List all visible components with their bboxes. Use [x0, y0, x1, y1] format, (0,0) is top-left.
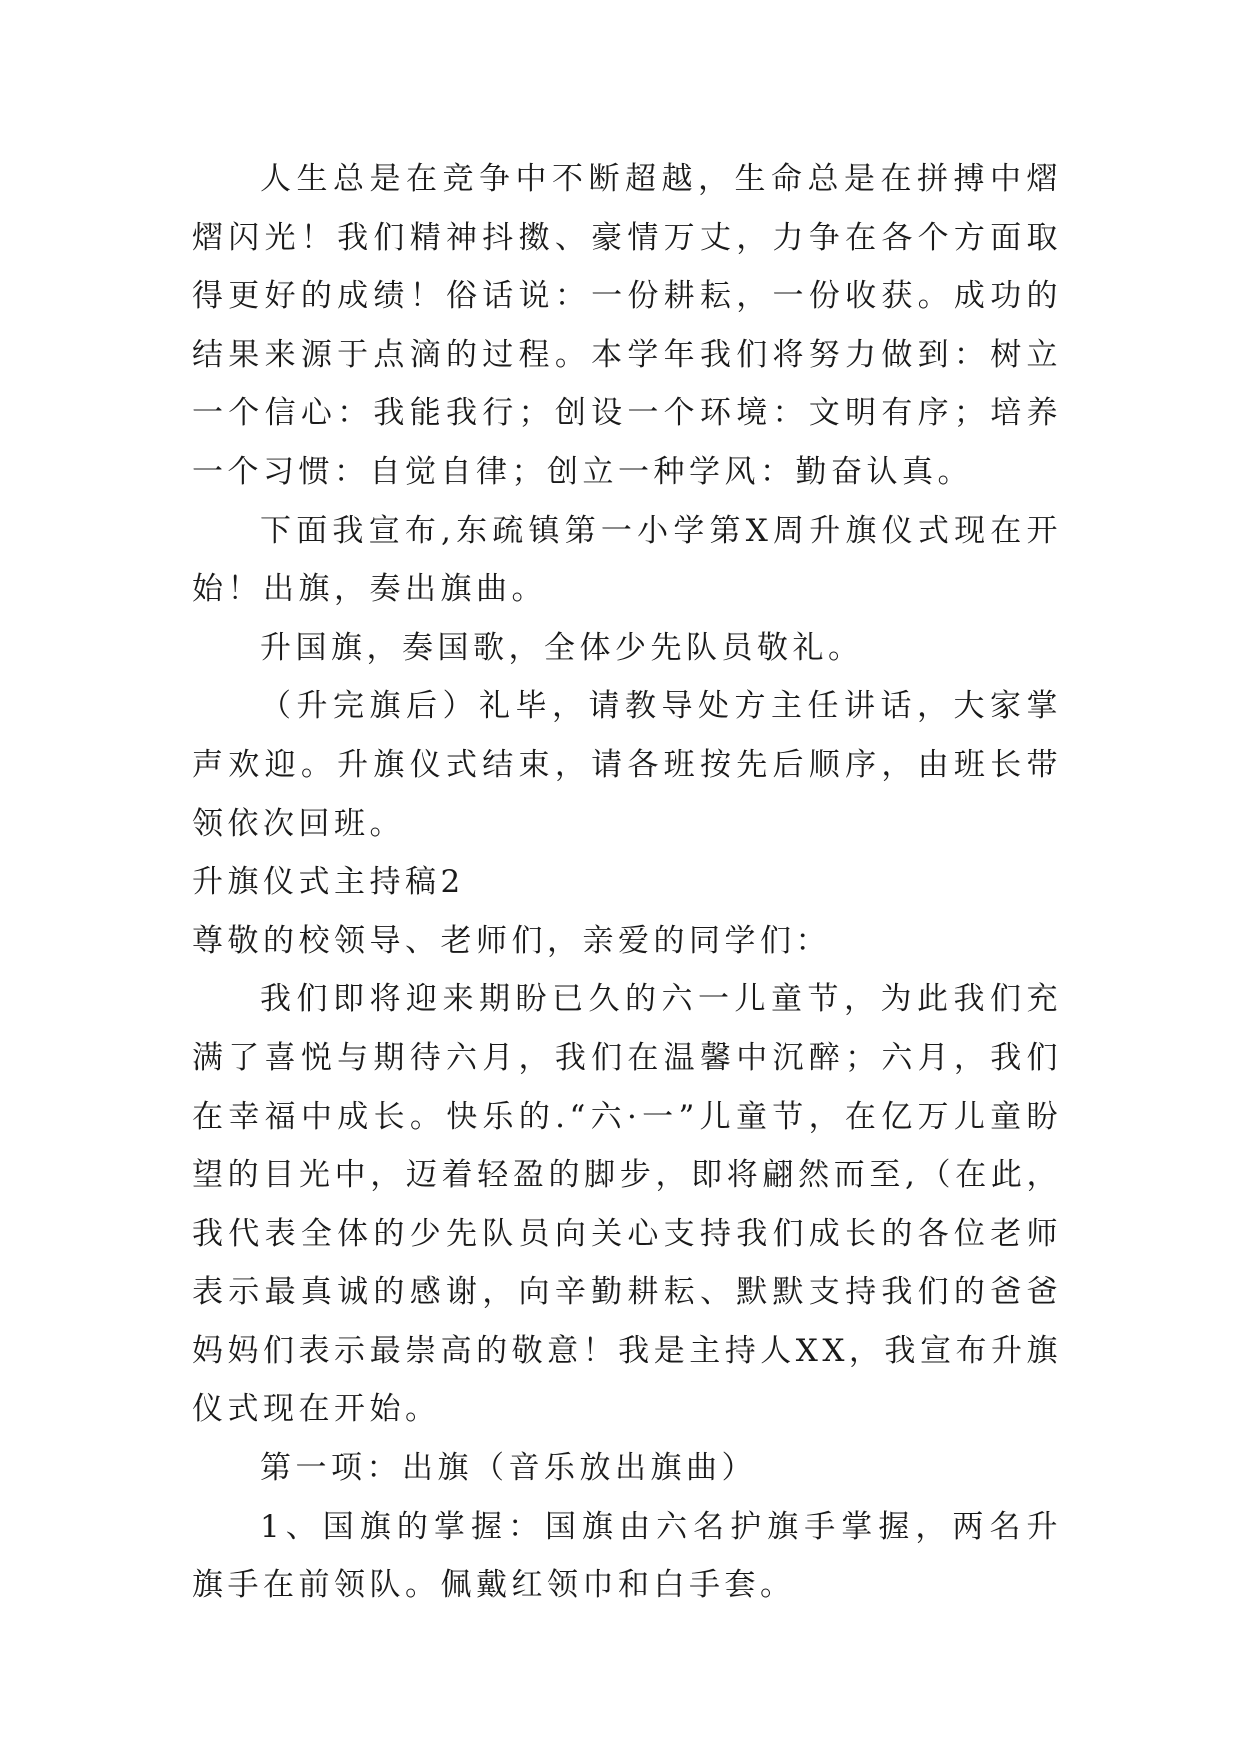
paragraph-item-one: 第一项：出旗（音乐放出旗曲） — [260, 1450, 757, 1487]
paragraph-opening: 人生总是在竞争中不断超越，生命总是在拼搏中熠熠闪光！我们精神抖擞、豪情万丈，力争在各个方面取得更好的成绩！俗话说：一份耕耘，一份收获。成功的结果来源于点滴的过程。本学年我们将努力做到：树立一个信心：我能我行；创设一个环境：文明有序；培养一个习惯：自觉自律；创立一种学风：勤奋认真。 — [192, 161, 1062, 490]
paragraph-raise-flag: 升国旗，奏国歌，全体少先队员敬礼。 — [260, 629, 864, 666]
paragraph-after-flag: （升完旗后）礼毕，请教导处方主任讲话，大家掌声欢迎。升旗仪式结束，请各班按先后顺序，由班长带领依次回班。 — [192, 688, 1062, 842]
paragraph-childrens-day: 我们即将迎来期盼已久的六一儿童节，为此我们充满了喜悦与期待六月，我们在温馨中沉醉；六月，我们在幸福中成长。快乐的.“六·一”儿童节，在亿万儿童盼望的目光中，迈着轻盈的脚步，即将翩然而至,（在此，我代表全体的少先队员向关心支持我们成长的各位老师表示最真诚的感谢，向辛勤耕耘、默默支持我们的爸爸妈妈们表示最崇高的敬意！我是主持人XX，我宣布升旗仪式现在开始。 — [192, 981, 1062, 1428]
salutation: 尊敬的校领导、老师们，亲爱的同学们： — [192, 922, 831, 959]
paragraph-announcement: 下面我宣布,东疏镇第一小学第X周升旗仪式现在开始！出旗，奏出旗曲。 — [192, 512, 1062, 608]
section-heading: 升旗仪式主持稿2 — [192, 864, 465, 901]
paragraph-flag-handling: 1、国旗的掌握：国旗由六名护旗手掌握，两名升旗手在前领队。佩戴红领巾和白手套。 — [192, 1508, 1062, 1604]
document-body — [192, 150, 1062, 1615]
